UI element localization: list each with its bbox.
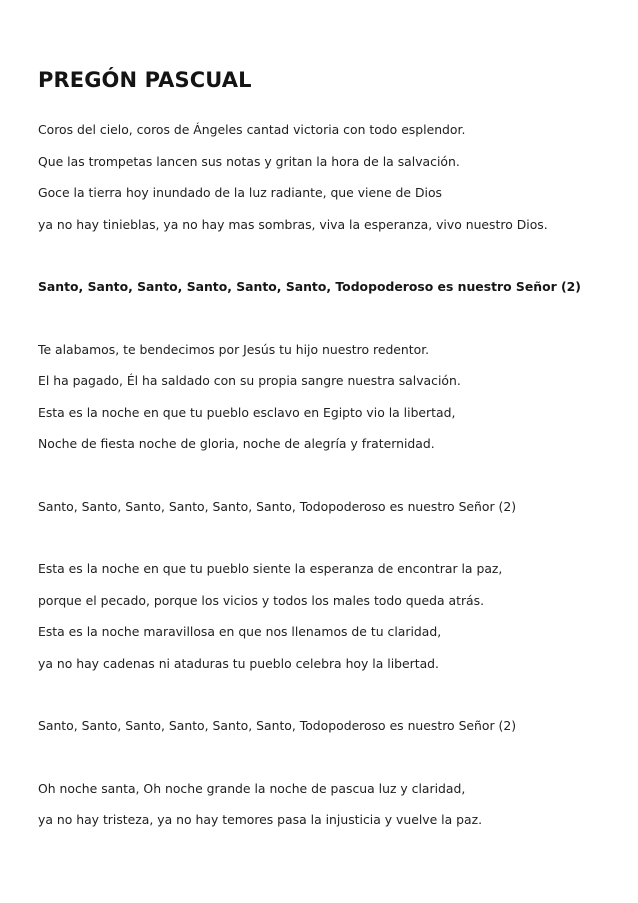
stanza-spacer: [38, 248, 618, 279]
lyric-line: Oh noche santa, Oh noche grande la noche de pascua luz y claridad,: [38, 780, 466, 796]
lyric-line: Esta es la noche maravillosa en que nos llenamos de tu claridad,: [38, 624, 442, 639]
lyrics-body: [38, 122, 618, 828]
lyric-line: Que las trompetas lancen sus notas y gritan la hora de la salvación.: [38, 153, 460, 169]
lyric-line: ya no hay tristeza, ya no hay temores pasa la injusticia y vuelve la paz.: [38, 812, 483, 827]
page-title: PREGÓN PASCUAL: [38, 68, 252, 92]
stanza-3: [38, 561, 618, 672]
stanza-spacer: [38, 750, 618, 781]
lyric-line: Goce la tierra hoy inundado de la luz radiante, que viene de Dios: [38, 185, 442, 200]
stanza-spacer: [38, 468, 618, 499]
chorus-bold: Santo, Santo, Santo, Santo, Santo, Santo, Todopoderoso es nuestro Señor (2): [38, 279, 581, 294]
stanza-spacer: [38, 311, 618, 342]
lyric-line: El ha pagado, Él ha saldado con su propia sangre nuestra salvación.: [38, 373, 461, 388]
chorus-line: Santo, Santo, Santo, Santo, Santo, Santo, Todopoderoso es nuestro Señor (2): [38, 498, 517, 514]
chorus-line: Santo, Santo, Santo, Santo, Santo, Santo, Todopoderoso es nuestro Señor (2): [38, 718, 517, 733]
stanza-4: [38, 781, 618, 829]
stanza-spacer: [38, 530, 618, 561]
lyric-line: porque el pecado, porque los vicios y todos los males todo queda atrás.: [38, 592, 485, 608]
lyric-line: ya no hay tinieblas, ya no hay mas sombras, viva la esperanza, vivo nuestro Dios.: [38, 216, 548, 232]
lyric-line: ya no hay cadenas ni ataduras tu pueblo celebra hoy la libertad.: [38, 655, 439, 671]
lyric-line: Te alabamos, te bendecimos por Jesús tu hijo nuestro redentor.: [38, 341, 430, 357]
lyric-line: Noche de fiesta noche de gloria, noche de alegría y fraternidad.: [38, 436, 435, 451]
stanza-2: [38, 342, 618, 453]
lyric-line: Esta es la noche en que tu pueblo siente la esperanza de encontrar la paz,: [38, 561, 503, 576]
lyric-line: Esta es la noche en que tu pueblo esclavo en Egipto vio la libertad,: [38, 404, 456, 420]
stanza-spacer: [38, 687, 618, 718]
stanza-1: [38, 122, 618, 233]
lyric-line: Coros del cielo, coros de Ángeles cantad victoria con todo esplendor.: [38, 122, 466, 137]
